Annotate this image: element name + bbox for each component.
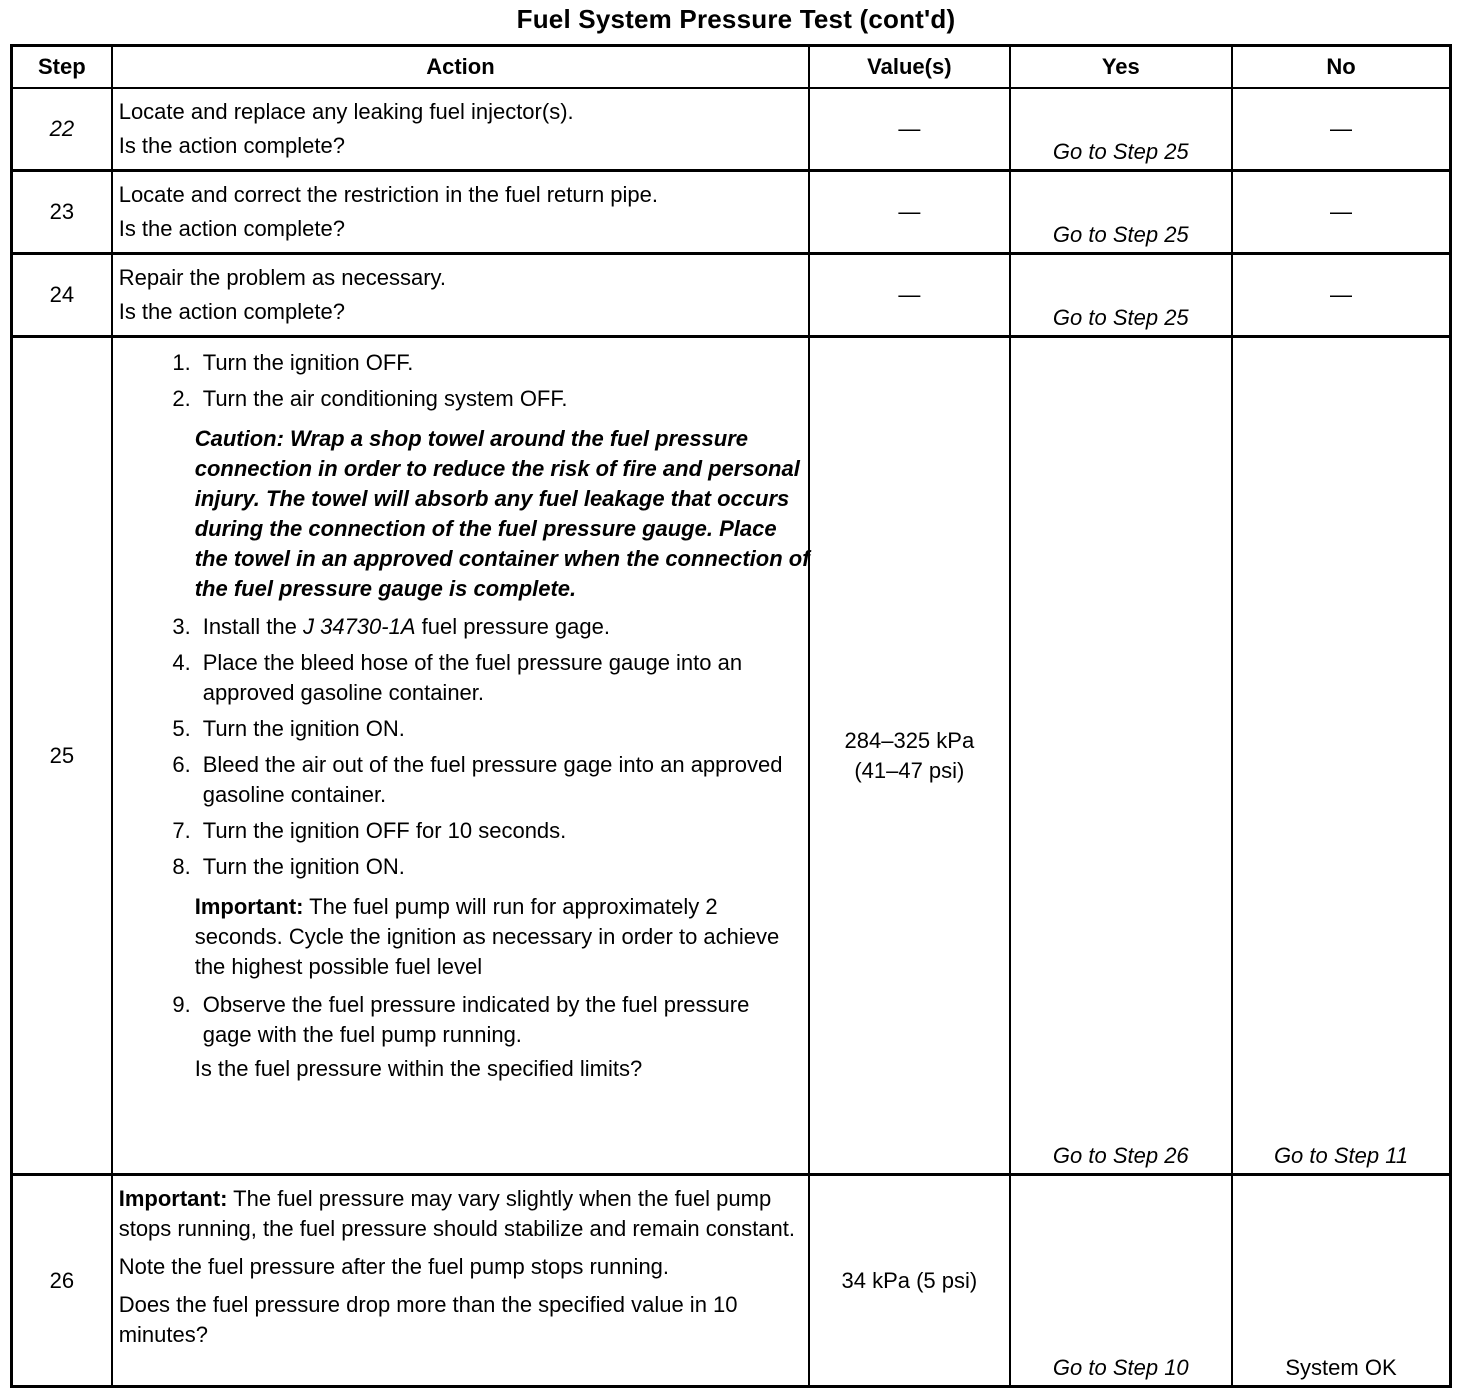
list-text: Observe the fuel pressure indicated by the fuel pressure gage with the fuel pump running. [202, 992, 750, 1047]
list-number: 7. [172, 818, 191, 843]
procedure-list [147, 348, 802, 414]
list-item [147, 612, 802, 642]
value-cell [809, 337, 1009, 1175]
table-row-26 [12, 1175, 1451, 1387]
yes-link: Go to Step 26 [1010, 337, 1232, 1175]
action-cell [112, 88, 809, 171]
list-number: 5. [172, 716, 191, 741]
step-number: 23 [12, 171, 112, 254]
value-cell: 34 kPa (5 psi) [809, 1175, 1009, 1387]
list-text-pre: Install the [202, 614, 303, 639]
action-cell [112, 171, 809, 254]
value-psi: (41–47 psi) [854, 757, 965, 783]
list-number: 9. [172, 992, 191, 1017]
list-text: Turn the ignition ON. [202, 716, 405, 741]
list-item [147, 750, 802, 810]
action-question: Does the fuel pressure drop more than the specified value in 10 minutes? [118, 1292, 738, 1347]
action-question: Is the fuel pressure within the specified limits? [194, 1056, 643, 1081]
no-cell: — [1232, 171, 1450, 254]
action-question: Is the action complete? [118, 216, 345, 241]
no-cell: — [1232, 88, 1450, 171]
important-note [119, 1184, 802, 1244]
header-step: Step [12, 46, 112, 89]
list-number: 3. [172, 614, 191, 639]
step-number: 22 [12, 88, 112, 171]
action-text: Locate and correct the restriction in the fuel return pipe. [118, 182, 659, 207]
list-number: 8. [172, 854, 191, 879]
step-number: 24 [12, 254, 112, 337]
procedure-list [147, 612, 802, 882]
header-row [12, 46, 1451, 89]
header-yes: Yes [1010, 46, 1232, 89]
fuel-pressure-test-table [10, 44, 1452, 1388]
action-question: Is the action complete? [118, 299, 345, 324]
important-text: The fuel pump will run for approximately 2 seconds. Cycle the ignition as necessary in order to achieve the highest possible fuel level [194, 894, 780, 979]
table-row-24 [12, 254, 1451, 337]
list-item [147, 852, 802, 882]
action-question: Is the action complete? [118, 133, 345, 158]
procedure-list [147, 990, 802, 1050]
page-title: Fuel System Pressure Test (cont'd) [516, 4, 956, 34]
no-link: Go to Step 11 [1232, 337, 1450, 1175]
list-item [147, 990, 802, 1050]
important-label: Important: [118, 1186, 228, 1211]
list-text: Bleed the air out of the fuel pressure gage into an approved gasoline container. [202, 752, 783, 807]
list-item [147, 648, 802, 708]
list-item [147, 714, 802, 744]
yes-link: Go to Step 25 [1010, 254, 1232, 337]
step-number: 25 [12, 337, 112, 1175]
important-label: Important: [194, 894, 304, 919]
step-number: 26 [12, 1175, 112, 1387]
table-row-23 [12, 171, 1451, 254]
list-text: Turn the ignition OFF for 10 seconds. [202, 818, 567, 843]
value-cell: — [809, 171, 1009, 254]
tool-number: J 34730-1A [302, 614, 416, 639]
header-no: No [1232, 46, 1450, 89]
header-values: Value(s) [809, 46, 1009, 89]
list-number: 4. [172, 650, 191, 675]
caution-note: Caution: Wrap a shop towel around the fuel pressure connection in order to reduce the risk of fire and personal injury. The towel will absorb any fuel leakage that occurs during the connection of the fuel pressure gauge. Place the towel in an approved container when the connection of the fuel pressure gauge is complete. [194, 426, 810, 601]
action-text: Locate and replace any leaking fuel injector(s). [118, 99, 574, 124]
list-text: Place the bleed hose of the fuel pressure gauge into an approved gasoline container. [202, 650, 743, 705]
list-text: Turn the ignition ON. [202, 854, 405, 879]
action-cell [112, 337, 809, 1175]
table-row-22 [12, 88, 1451, 171]
header-action: Action [112, 46, 809, 89]
no-result: System OK [1232, 1175, 1450, 1387]
list-text [203, 612, 802, 642]
action-text: Note the fuel pressure after the fuel pump stops running. [118, 1254, 670, 1279]
list-number: 1. [172, 350, 191, 375]
yes-link: Go to Step 10 [1010, 1175, 1232, 1387]
list-item [147, 348, 802, 378]
list-item [147, 816, 802, 846]
yes-link: Go to Step 25 [1010, 88, 1232, 171]
action-cell [112, 254, 809, 337]
action-cell [112, 1175, 809, 1387]
important-text: The fuel pressure may vary slightly when the fuel pump stops running, the fuel pressure should stabilize and remain constant. [118, 1186, 795, 1241]
list-text-post: fuel pressure gage. [415, 614, 610, 639]
action-text: Repair the problem as necessary. [118, 265, 447, 290]
list-number: 6. [172, 752, 191, 777]
table-row-25 [12, 337, 1451, 1175]
list-item [147, 384, 802, 414]
yes-link: Go to Step 25 [1010, 171, 1232, 254]
list-number: 2. [172, 386, 191, 411]
value-kpa: 284–325 kPa [844, 727, 975, 753]
value-cell: — [809, 254, 1009, 337]
value-cell: — [809, 88, 1009, 171]
list-text: Turn the ignition OFF. [202, 350, 414, 375]
no-cell: — [1232, 254, 1450, 337]
list-text: Turn the air conditioning system OFF. [202, 386, 568, 411]
important-note [195, 892, 805, 982]
